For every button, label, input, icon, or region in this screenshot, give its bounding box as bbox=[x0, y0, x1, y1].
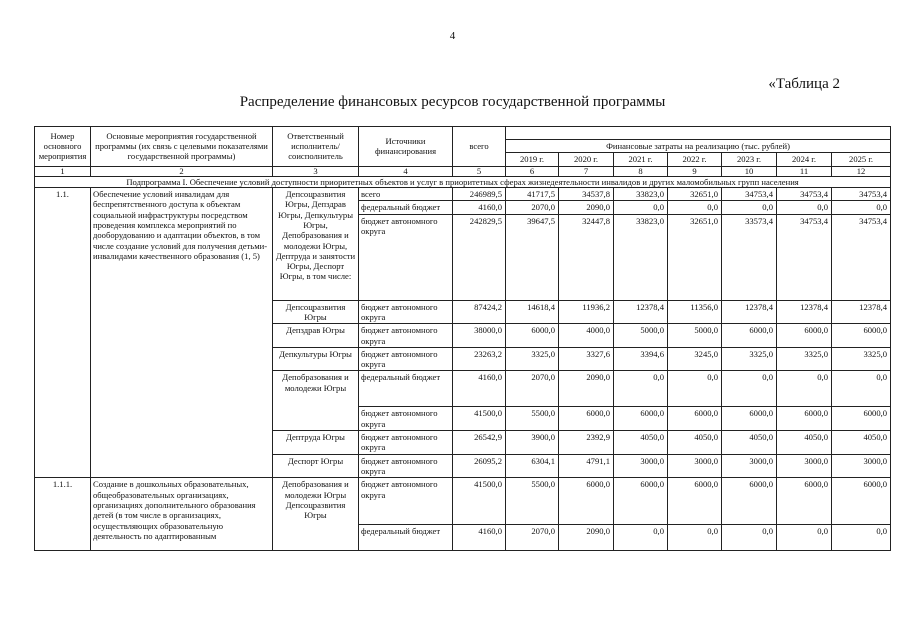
source-cell: бюджет автономного округа bbox=[359, 300, 453, 324]
value-cell: 34753,4 bbox=[777, 214, 832, 300]
source-cell: бюджет автономного округа bbox=[359, 214, 453, 300]
value-cell: 39647,5 bbox=[506, 214, 559, 300]
value-cell: 12378,4 bbox=[777, 300, 832, 324]
executor-cell: Деспорт Югры bbox=[273, 454, 359, 478]
header-executor: Ответственный исполнитель/соисполнитель bbox=[273, 127, 359, 167]
executor-cell: Депкультуры Югры bbox=[273, 347, 359, 371]
value-cell: 12378,4 bbox=[614, 300, 668, 324]
total-cell: 41500,0 bbox=[453, 407, 506, 431]
header-total: всего bbox=[453, 127, 506, 167]
value-cell: 12378,4 bbox=[832, 300, 891, 324]
column-number: 2 bbox=[91, 166, 273, 176]
value-cell: 4050,0 bbox=[614, 431, 668, 455]
value-cell: 2070,0 bbox=[506, 371, 559, 407]
value-cell: 4791,1 bbox=[559, 454, 614, 478]
value-cell: 34753,4 bbox=[832, 187, 891, 200]
finance-table bbox=[34, 126, 891, 551]
value-cell: 2090,0 bbox=[559, 371, 614, 407]
activity-number: 1.1. bbox=[35, 187, 91, 477]
value-cell: 0,0 bbox=[832, 371, 891, 407]
header-number: Номер основного мероприятия bbox=[35, 127, 91, 167]
total-cell: 87424,2 bbox=[453, 300, 506, 324]
total-cell: 4160,0 bbox=[453, 525, 506, 551]
column-number: 9 bbox=[668, 166, 722, 176]
value-cell: 3325,0 bbox=[722, 347, 777, 371]
source-cell: бюджет автономного округа bbox=[359, 407, 453, 431]
value-cell: 41717,5 bbox=[506, 187, 559, 200]
total-cell: 26542,9 bbox=[453, 431, 506, 455]
value-cell: 3900,0 bbox=[506, 431, 559, 455]
column-number: 5 bbox=[453, 166, 506, 176]
source-cell: бюджет автономного округа bbox=[359, 324, 453, 348]
value-cell: 6000,0 bbox=[668, 407, 722, 431]
subprogram-row bbox=[35, 176, 891, 187]
value-cell: 0,0 bbox=[614, 201, 668, 214]
value-cell: 11356,0 bbox=[668, 300, 722, 324]
finance-table-container bbox=[34, 126, 890, 551]
header-blank bbox=[506, 127, 891, 140]
value-cell: 0,0 bbox=[722, 201, 777, 214]
value-cell: 3000,0 bbox=[668, 454, 722, 478]
activity-description-text: Создание в дошкольных образовательных, общеобразовательных организациях, организациях дополнительного образования детей (в том числе в организациях, осуществляющих образовательную деятельность по адаптированным bbox=[93, 479, 256, 541]
value-cell: 5000,0 bbox=[614, 324, 668, 348]
value-cell: 6000,0 bbox=[777, 324, 832, 348]
total-cell: 41500,0 bbox=[453, 478, 506, 525]
column-number: 12 bbox=[832, 166, 891, 176]
value-cell: 0,0 bbox=[777, 371, 832, 407]
executor-cell: Депобразования и молодежи Югры bbox=[273, 371, 359, 431]
total-cell: 4160,0 bbox=[453, 371, 506, 407]
value-cell: 0,0 bbox=[722, 371, 777, 407]
value-cell: 0,0 bbox=[777, 525, 832, 551]
source-cell: федеральный бюджет bbox=[359, 201, 453, 214]
value-cell: 3394,6 bbox=[614, 347, 668, 371]
value-cell: 2090,0 bbox=[559, 201, 614, 214]
header-activity: Основные мероприятия государственной программы (их связь с целевыми показателями государственной программы) bbox=[91, 127, 273, 167]
value-cell: 34537,8 bbox=[559, 187, 614, 200]
value-cell: 14618,4 bbox=[506, 300, 559, 324]
total-cell: 246989,5 bbox=[453, 187, 506, 200]
value-cell: 0,0 bbox=[832, 525, 891, 551]
value-cell: 6000,0 bbox=[559, 478, 614, 525]
value-cell: 3325,0 bbox=[832, 347, 891, 371]
activity-number: 1.1.1. bbox=[35, 478, 91, 551]
header-year: 2022 г. bbox=[668, 153, 722, 166]
value-cell: 33573,4 bbox=[722, 214, 777, 300]
column-number: 6 bbox=[506, 166, 559, 176]
value-cell: 2070,0 bbox=[506, 525, 559, 551]
total-cell: 23263,2 bbox=[453, 347, 506, 371]
source-cell: бюджет автономного округа bbox=[359, 431, 453, 455]
value-cell: 3245,0 bbox=[668, 347, 722, 371]
value-cell: 2070,0 bbox=[506, 201, 559, 214]
source-cell: всего bbox=[359, 187, 453, 200]
column-number-row bbox=[35, 166, 891, 176]
value-cell: 4050,0 bbox=[668, 431, 722, 455]
value-cell: 34753,4 bbox=[832, 214, 891, 300]
source-cell: бюджет автономного округа bbox=[359, 454, 453, 478]
value-cell: 3325,0 bbox=[506, 347, 559, 371]
value-cell: 6000,0 bbox=[722, 407, 777, 431]
subprogram-title: Подпрограмма I. Обеспечение условий доступности приоритетных объектов и услуг в приоритетных сферах жизнедеятельности инвалидов и других маломобильных групп населения bbox=[35, 176, 891, 187]
value-cell: 6000,0 bbox=[777, 478, 832, 525]
activity-description: Обеспечение условий инвалидам для беспрепятственного доступа к объектам социальной инфраструктуры посредством проведения комплекса мероприятий по дооборудованию и адаптации объектов, в том числе создание условий для получения детьми-инвалидами качественного образования (1, 5) bbox=[91, 187, 273, 477]
value-cell: 3327,6 bbox=[559, 347, 614, 371]
value-cell: 12378,4 bbox=[722, 300, 777, 324]
total-cell: 38000,0 bbox=[453, 324, 506, 348]
table-row bbox=[35, 187, 891, 200]
value-cell: 6000,0 bbox=[832, 407, 891, 431]
value-cell: 6000,0 bbox=[777, 407, 832, 431]
header-costs: Финансовые затраты на реализацию (тыс. рублей) bbox=[506, 140, 891, 153]
source-cell: федеральный бюджет bbox=[359, 371, 453, 407]
value-cell: 6000,0 bbox=[506, 324, 559, 348]
total-cell: 4160,0 bbox=[453, 201, 506, 214]
value-cell: 3000,0 bbox=[722, 454, 777, 478]
value-cell: 6000,0 bbox=[614, 478, 668, 525]
column-number: 8 bbox=[614, 166, 668, 176]
value-cell: 6000,0 bbox=[722, 324, 777, 348]
executor-list: Депобразования и молодежи Югры Депсоцразвития Югры bbox=[273, 478, 359, 551]
column-number: 10 bbox=[722, 166, 777, 176]
header-year: 2021 г. bbox=[614, 153, 668, 166]
page-number: 4 bbox=[449, 30, 456, 42]
value-cell: 0,0 bbox=[832, 201, 891, 214]
value-cell: 0,0 bbox=[668, 371, 722, 407]
value-cell: 6000,0 bbox=[614, 407, 668, 431]
value-cell: 0,0 bbox=[777, 201, 832, 214]
value-cell: 0,0 bbox=[614, 371, 668, 407]
value-cell: 6000,0 bbox=[668, 478, 722, 525]
value-cell: 32447,8 bbox=[559, 214, 614, 300]
value-cell: 4050,0 bbox=[722, 431, 777, 455]
header-year: 2024 г. bbox=[777, 153, 832, 166]
value-cell: 2392,9 bbox=[559, 431, 614, 455]
value-cell: 3000,0 bbox=[614, 454, 668, 478]
value-cell: 6000,0 bbox=[722, 478, 777, 525]
table-label: «Таблица 2 bbox=[768, 76, 840, 92]
value-cell: 3000,0 bbox=[832, 454, 891, 478]
header-year: 2025 г. bbox=[832, 153, 891, 166]
header-row-1 bbox=[35, 127, 891, 140]
value-cell: 6000,0 bbox=[832, 324, 891, 348]
value-cell: 5500,0 bbox=[506, 478, 559, 525]
value-cell: 0,0 bbox=[668, 201, 722, 214]
source-cell: федеральный бюджет bbox=[359, 525, 453, 551]
value-cell: 33823,0 bbox=[614, 187, 668, 200]
column-number: 4 bbox=[359, 166, 453, 176]
value-cell: 4050,0 bbox=[832, 431, 891, 455]
source-cell: бюджет автономного округа bbox=[359, 347, 453, 371]
column-number: 11 bbox=[777, 166, 832, 176]
header-year: 2020 г. bbox=[559, 153, 614, 166]
value-cell: 2090,0 bbox=[559, 525, 614, 551]
value-cell: 34753,4 bbox=[777, 187, 832, 200]
value-cell: 0,0 bbox=[668, 525, 722, 551]
value-cell: 5500,0 bbox=[506, 407, 559, 431]
executor-cell: Дептруда Югры bbox=[273, 431, 359, 455]
total-cell: 242829,5 bbox=[453, 214, 506, 300]
column-number: 1 bbox=[35, 166, 91, 176]
value-cell: 0,0 bbox=[722, 525, 777, 551]
value-cell: 32651,0 bbox=[668, 187, 722, 200]
header-source: Источники финансирования bbox=[359, 127, 453, 167]
activity-description bbox=[91, 478, 273, 551]
document-title: Распределение финансовых ресурсов государственной программы bbox=[239, 94, 666, 110]
value-cell: 4050,0 bbox=[777, 431, 832, 455]
value-cell: 34753,4 bbox=[722, 187, 777, 200]
header-year: 2019 г. bbox=[506, 153, 559, 166]
header-year: 2023 г. bbox=[722, 153, 777, 166]
value-cell: 5000,0 bbox=[668, 324, 722, 348]
column-number: 3 bbox=[273, 166, 359, 176]
executor-cell: Депздрав Югры bbox=[273, 324, 359, 348]
value-cell: 6000,0 bbox=[832, 478, 891, 525]
column-number: 7 bbox=[559, 166, 614, 176]
value-cell: 33823,0 bbox=[614, 214, 668, 300]
executor-list: Депсоцразвития Югры, Депздрав Югры, Депкультуры Югры, Депобразования и молодежи Югры, Дептруда и занятости Югры, Деспорт Югры, в том числе: bbox=[273, 187, 359, 300]
executor-cell: Депсоцразвития Югры bbox=[273, 300, 359, 324]
value-cell: 6000,0 bbox=[559, 407, 614, 431]
value-cell: 4000,0 bbox=[559, 324, 614, 348]
value-cell: 11936,2 bbox=[559, 300, 614, 324]
value-cell: 3000,0 bbox=[777, 454, 832, 478]
total-cell: 26095,2 bbox=[453, 454, 506, 478]
value-cell: 3325,0 bbox=[777, 347, 832, 371]
value-cell: 6304,1 bbox=[506, 454, 559, 478]
value-cell: 32651,0 bbox=[668, 214, 722, 300]
source-cell: бюджет автономного округа bbox=[359, 478, 453, 525]
value-cell: 0,0 bbox=[614, 525, 668, 551]
table-row bbox=[35, 478, 891, 525]
